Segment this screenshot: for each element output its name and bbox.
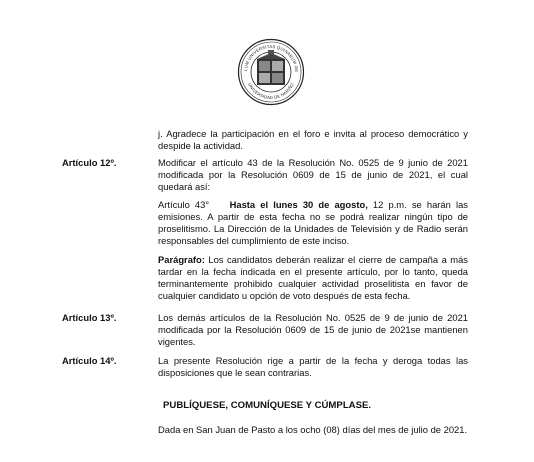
- seal-text-bottom: UNIVERSIDAD DE NARIÑO: [247, 82, 295, 101]
- article-14-body: La presente Resolución rige a partir de la fecha y deroga todas las disposiciones que le sean contrarias.: [158, 355, 468, 378]
- university-seal-logo: [237, 38, 305, 106]
- article-12-label: Artículo 12º.: [62, 157, 117, 168]
- paragrafo-body: Los candidatos deberán realizar el cierre de campaña a más tardar en la fecha indicada en el presente artículo, por lo tanto, queda terminantemente prohibido cualquier actividad proselitista en favor de cualquier candidato u opción de voto después de esta fecha.: [158, 254, 468, 301]
- article-14-label: Artículo 14º.: [62, 355, 117, 366]
- seal-text-top: LUM UNIVERSITAS QUINARUM RE: [243, 43, 300, 73]
- article-43-text: [158, 199, 468, 247]
- article-13-label: Artículo 13º.: [62, 312, 117, 323]
- signature-date-line: Dada en San Juan de Pasto a los ocho (08) días del mes de julio de 2021.: [158, 424, 468, 435]
- article-43-prefix: Artículo 43°: [158, 199, 210, 210]
- paragrafo-text: [158, 254, 468, 302]
- article-43-rest: 12 p.m. se harán las emisiones. A partir de esta fecha no se podrá realizar ningún tipo de proselitismo. La Dirección de la Unidades de Televisión y de Radio serán responsables del cumplimiento de este inciso.: [158, 199, 468, 246]
- article-43-bold: Hasta el lunes 30 de agosto,: [229, 199, 368, 210]
- item-j-text: j. Agradece la participación en el foro e invita al proceso democrático y despide la actividad.: [158, 128, 468, 151]
- paragrafo-label: Parágrafo:: [158, 254, 205, 265]
- article-13-body: Los demás artículos de la Resolución No. 0525 de 9 de junio de 2021 modificada por la Resolución 0609 de 15 de junio de 2021se mantienen vigentes.: [158, 312, 468, 347]
- article-12-body: Modificar el artículo 43 de la Resolución No. 0525 de 9 junio de 2021 modificada por la Resolución 0609 de 15 de junio de 2021, el cual quedará así:: [158, 157, 468, 192]
- closing-statement: PUBLÍQUESE, COMUNÍQUESE Y CÚMPLASE.: [163, 400, 372, 411]
